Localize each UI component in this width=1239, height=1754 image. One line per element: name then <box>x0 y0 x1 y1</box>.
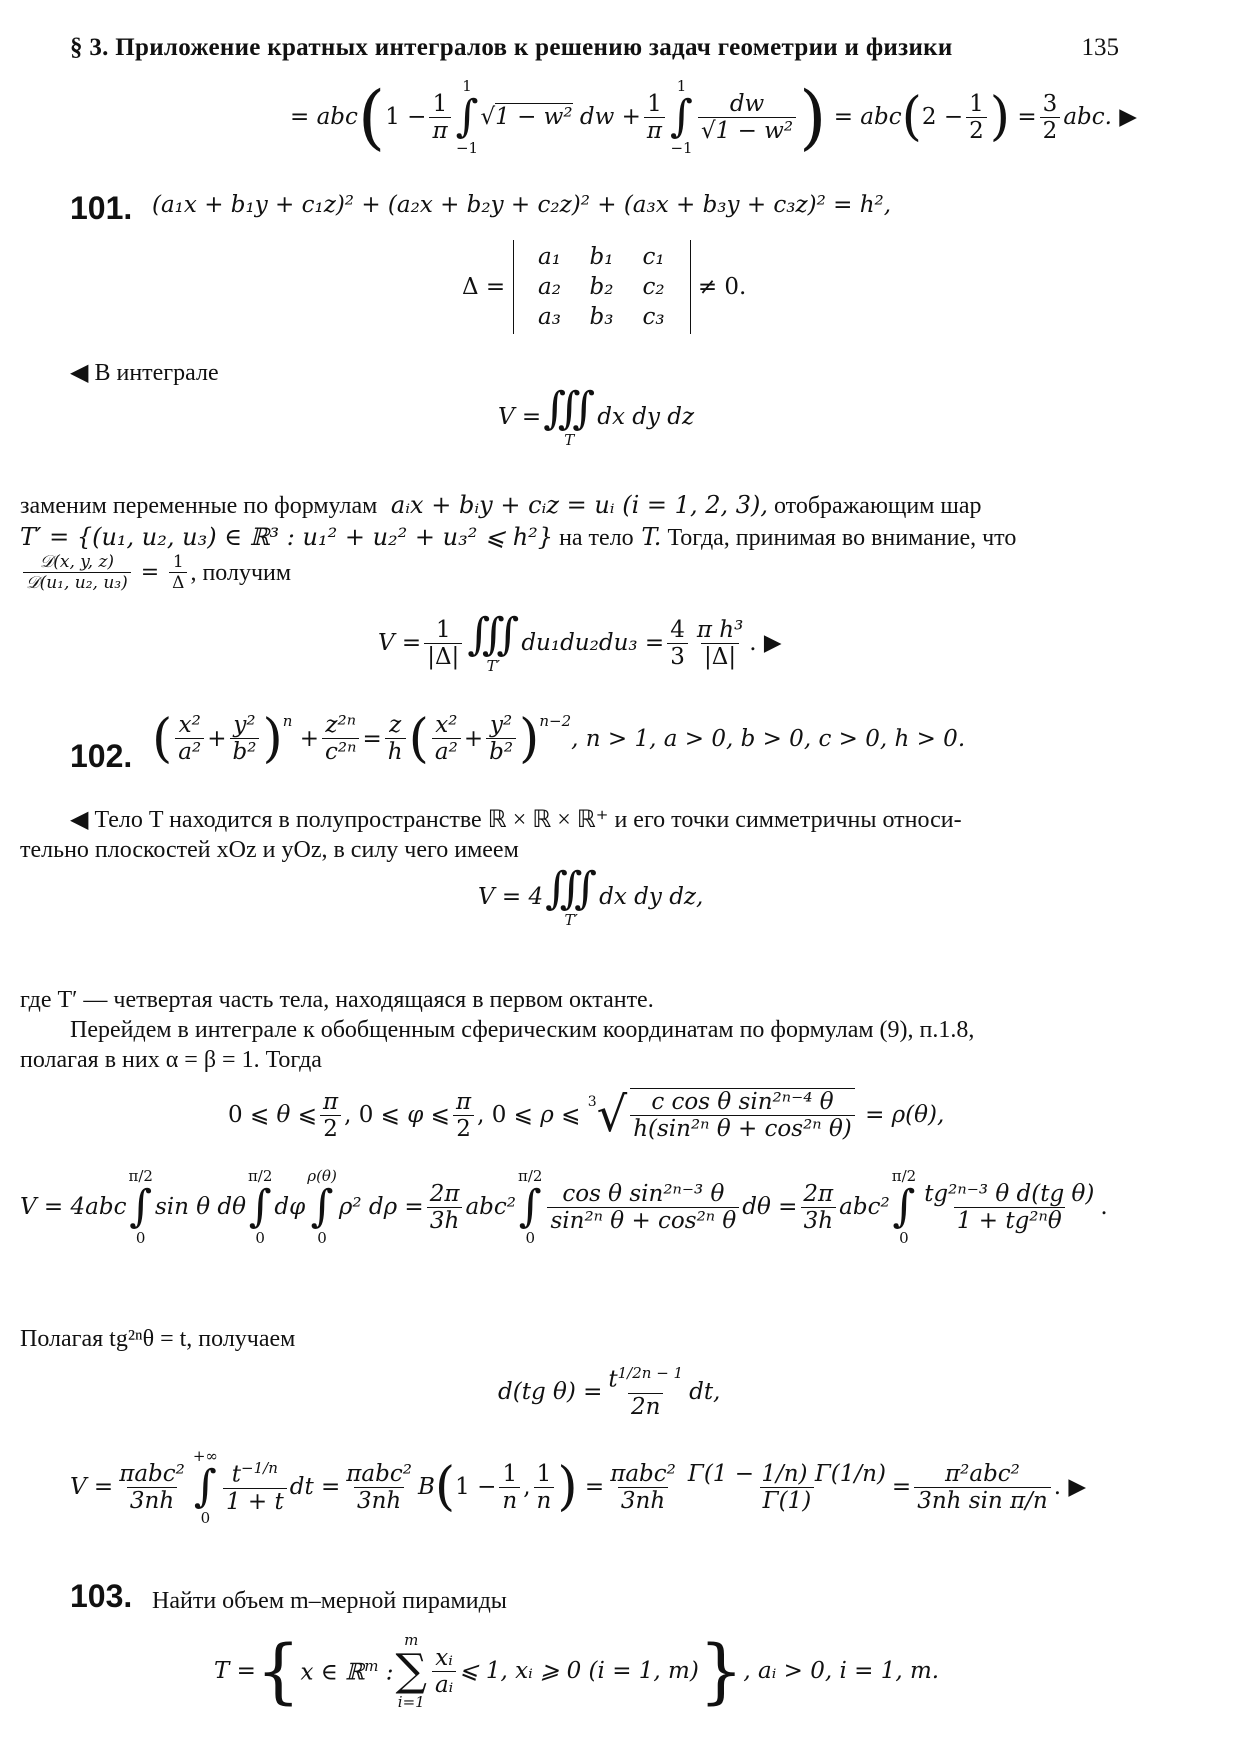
formula-carryover: = abc ( 1 − $\frac{1}{\pi}$ 1 ∫ −1 √1 − w² dw + $\frac{1}{\pi}$ 1 ∫ −1 $\frac{dw}{\text{√1 − w²}}$ ) = abc ( 2 − $\frac{1}{2}$ ) = $\frac{3}{2}$ abc. ▶ <box>290 76 1137 158</box>
formula-102-volume: V = 4 ∭ T′ dx dy dz, <box>478 863 704 929</box>
formula-102-result: V = $\frac{\text{πabc²}}{3nh}$ +∞ ∫ 0 $\frac{t^{-1/n}}{1 + t}$ dt = $\frac{\text{πabc²}}{3nh}$ B ( 1 − $\frac{1}{n}$ , $\frac{1}{n}$ ) = $\frac{\text{πabc²}}{3nh}$ $\frac{\Gamma(1 - 1/n) \Gamma(1/n)}{\Gamma(1)}$ = $\frac{\text{π²abc²}}{\text{3nh sin π/n}}$ . ▶ <box>70 1447 1087 1527</box>
running-header: § 3. Приложение кратных интегралов к решению задач геометрии и физики <box>70 34 953 61</box>
p102-text-line3: где T′ — четвертая часть тела, находящаяся в первом октанте. <box>20 987 654 1013</box>
formula-103-pyramid: T = { x ∈ ℝ$^m$ : m ∑ i=1 $\frac{\text{xᵢ}}{\text{aᵢ}}$ ⩽ 1, xᵢ ⩾ 0 (i = 1, m) } , aᵢ > 0, i = 1, m. <box>214 1630 940 1712</box>
p101-change-line1: заменим переменные по формулам aᵢx + bᵢy + cᵢz = uᵢ (i = 1, 2, 3), отображающим шар <box>20 491 982 519</box>
formula-101-result: V = $\frac{1}{|\Delta|}$ ∭ T′ du₁du₂du₃ = $\frac{4}{3}$ $\frac{\text{π h³}}{|\Delta|}$ . ▶ <box>378 609 782 675</box>
problem-number-101: 101. <box>70 190 133 226</box>
p103-text: Найти объем m–мерной пирамиды <box>152 1588 507 1614</box>
problem-number-103: 103. <box>70 1578 133 1614</box>
formula-102-integral: V = 4abc π/2 ∫ 0 sin θ dθ π/2 ∫ 0 dφ ρ(θ) ∫ 0 ρ² dρ = $\frac{2\pi}{3h}$ abc² π/2 ∫ 0 $\frac{\text{cos θ sin²ⁿ⁻³ θ}}{\text{sin²ⁿ θ + cos²ⁿ θ}}$ dθ = $\frac{2\pi}{3h}$ abc² π/2 ∫ 0 $\frac{\text{tg²ⁿ⁻³ θ d(tg θ)}}{\text{1 + tg²ⁿθ}}$ . <box>20 1167 1108 1247</box>
p102-text-line2: тельно плоскостей xOz и yOz, в силу чего имеем <box>20 837 519 863</box>
p102-text-line1: ◀ Тело T находится в полупространстве ℝ × ℝ × ℝ⁺ и его точки симметричны относи- <box>70 807 962 833</box>
formula-101-determinant: Δ = a₁ b₁ c₁ a₂ b₂ c₂ a₃ b₃ c₃ ≠ 0. <box>462 240 746 334</box>
p102-text-line5: полагая в них α = β = 1. Тогда <box>20 1047 322 1073</box>
formula-102-bounds: 0 ⩽ θ ⩽ $\frac{\pi}{2}$ , 0 ⩽ φ ⩽ $\frac{\pi}{2}$ , 0 ⩽ ρ ⩽ 3 √ $\frac{\text{c cos θ sin²ⁿ⁻⁴ θ}}{\text{h(sin²ⁿ θ + cos²ⁿ θ)}}$ = ρ(θ), <box>228 1087 945 1143</box>
p102-text-line4: Перейдем в интеграле к обобщенным сферическим координатам по формулам (9), п.1.8, <box>70 1017 975 1043</box>
formula-101-ellipsoid: (a₁x + b₁y + c₁z)² + (a₂x + b₂y + c₂z)² + (a₃x + b₃y + c₃z)² = h², <box>152 192 892 218</box>
p101-intro: ◀ В интеграле <box>70 360 219 386</box>
p101-change-line3: $\frac{\text{𝒟(x, y, z)}}{\text{𝒟(u₁, u₂, u₃)}}$ = $\frac{1}{\Delta}$ , получим <box>20 552 291 593</box>
formula-101-volume: V = ∭ T dx dy dz <box>498 383 695 449</box>
page-number: 135 <box>1081 34 1119 61</box>
formula-102-surface: ( $\frac{\text{x²}}{\text{a²}}$ + $\frac{\text{y²}}{\text{b²}}$ ) $^n$ + $\frac{\text{z²ⁿ}}{\text{c²ⁿ}}$ = $\frac{z}{h}$ ( $\frac{\text{x²}}{\text{a²}}$ + $\frac{\text{y²}}{\text{b²}}$ ) $^{n-2}$ , n > 1, a > 0, b > 0, c > 0, h > 0. <box>152 708 966 769</box>
p101-change-line2: T′ = {(u₁, u₂, u₃) ∈ ℝ³ : u₁² + u₂² + u₃² ⩽ h²} на тело T. Тогда, принимая во внимание, что <box>20 523 1017 551</box>
problem-number-102: 102. <box>70 738 133 774</box>
p102-text-line6: Полагая tg²ⁿθ = t, получаем <box>20 1326 296 1352</box>
formula-102-dtg: d(tg θ) = $\frac{t^{1/2n - 1}}{2n}$ dt, <box>498 1364 721 1420</box>
